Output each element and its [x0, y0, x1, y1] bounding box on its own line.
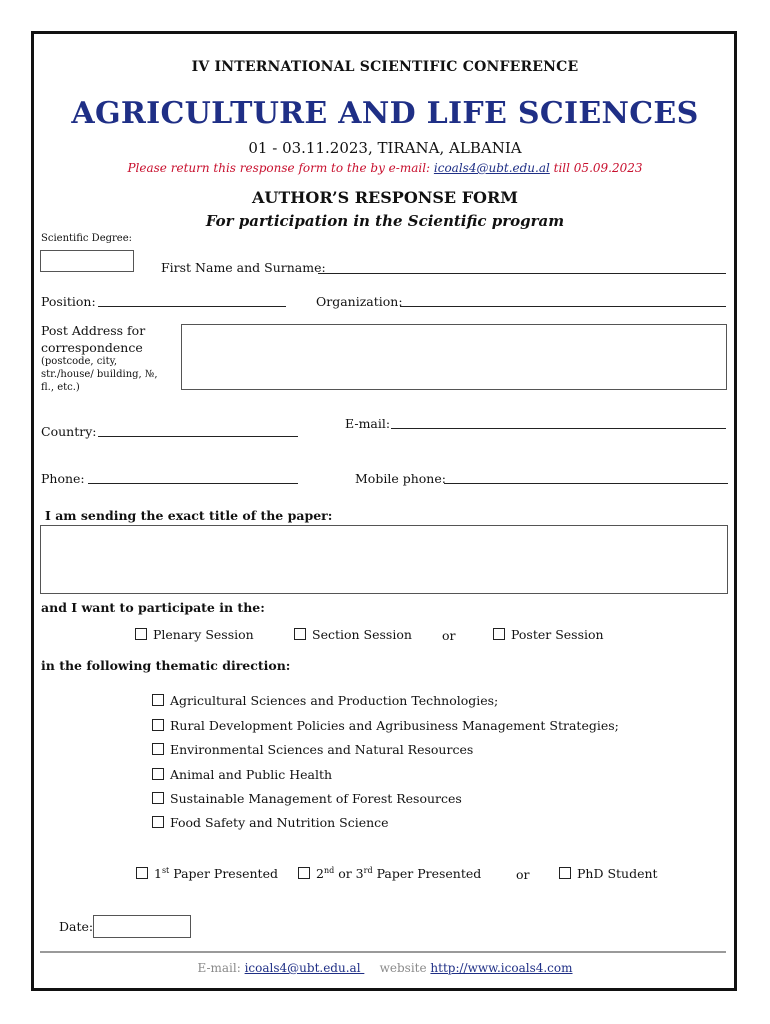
thematic-label: Environmental Sciences and Natural Resources [170, 742, 474, 757]
thematic-checkbox[interactable] [152, 792, 164, 804]
second-paper-suffix: nd [323, 866, 335, 875]
position-label: Position: [41, 294, 96, 309]
thematic-option[interactable] [152, 815, 389, 830]
poster-session-option[interactable] [493, 627, 604, 642]
return-note-deadline: till 05.09.2023 [549, 161, 643, 175]
phd-student-checkbox[interactable] [559, 867, 571, 879]
section-session-option[interactable] [294, 627, 412, 642]
scientific-degree-label: Scientific Degree: [41, 233, 132, 244]
post-address-hint-2: str./house/ building, №, [41, 369, 158, 380]
thematic-label: Rural Development Policies and Agribusiness Management Strategies; [170, 718, 619, 733]
thematic-checkbox[interactable] [152, 694, 164, 706]
email-field[interactable] [391, 428, 726, 429]
thematic-label: Animal and Public Health [170, 767, 333, 782]
plenary-session-label: Plenary Session [153, 627, 254, 642]
section-session-checkbox[interactable] [294, 628, 306, 640]
post-address-label: Post Address for [41, 323, 146, 338]
first-paper-checkbox[interactable] [136, 867, 148, 879]
organization-label: Organization: [316, 294, 403, 309]
participation-or: or [442, 628, 456, 643]
second-paper-checkbox[interactable] [298, 867, 310, 879]
conference-date-place: 01 - 03.11.2023, TIRANA, ALBANIA [248, 139, 522, 157]
third-paper-number: or 3 [334, 866, 364, 882]
return-note-text: Please return this response form to the by e-mail: [127, 161, 434, 175]
post-address-hint-3: fl., etc.) [41, 382, 80, 393]
participation-heading: and I want to participate in the: [41, 600, 265, 615]
thematic-option[interactable] [152, 767, 332, 782]
post-address-field[interactable] [181, 324, 727, 390]
second-paper-number: 2 [316, 866, 324, 882]
thematic-label: Food Safety and Nutrition Science [170, 815, 389, 830]
first-paper-label: Paper Presented [169, 866, 278, 882]
name-field[interactable] [318, 273, 726, 274]
footer [0, 961, 770, 975]
second-paper-label: Paper Presented [372, 866, 482, 882]
return-note [0, 161, 770, 175]
thematic-checkbox[interactable] [152, 719, 164, 731]
thematic-checkbox[interactable] [152, 816, 164, 828]
footer-rule [40, 951, 726, 953]
form-title: AUTHOR’S RESPONSE FORM [251, 188, 518, 207]
third-paper-suffix: rd [363, 866, 373, 875]
thematic-option[interactable] [152, 791, 462, 806]
conference-label: IV INTERNATIONAL SCIENTIFIC CONFERENCE [191, 59, 579, 75]
section-session-label: Section Session [312, 627, 412, 642]
country-label: Country: [41, 424, 97, 439]
second-paper-option[interactable] [298, 866, 481, 881]
poster-session-label: Poster Session [511, 627, 604, 642]
plenary-session-option[interactable] [135, 627, 254, 642]
thematic-label: Agricultural Sciences and Production Technologies; [170, 693, 499, 708]
thematic-option[interactable] [152, 693, 498, 708]
mobile-label: Mobile phone: [355, 471, 446, 486]
phd-student-label: PhD Student [577, 866, 658, 881]
thematic-checkbox[interactable] [152, 743, 164, 755]
paper-options-or: or [516, 867, 530, 882]
post-address-label-2: correspondence [41, 340, 143, 355]
first-paper-number: 1 [154, 866, 162, 882]
thematic-checkbox[interactable] [152, 768, 164, 780]
thematic-option[interactable] [152, 742, 473, 757]
plenary-session-checkbox[interactable] [135, 628, 147, 640]
paper-title-field[interactable] [40, 525, 728, 594]
first-paper-option[interactable] [136, 866, 278, 881]
footer-email-link[interactable]: icoals4@ubt.edu.al [244, 961, 365, 975]
first-paper-suffix: st [161, 866, 170, 875]
poster-session-checkbox[interactable] [493, 628, 505, 640]
footer-website-label: website [379, 961, 431, 975]
organization-field[interactable] [400, 306, 726, 307]
thematic-label: Sustainable Management of Forest Resources [170, 791, 462, 806]
mobile-field[interactable] [444, 483, 728, 484]
form-subtitle: For participation in the Scientific program [205, 212, 565, 230]
footer-email-label: E-mail: [197, 961, 245, 975]
scientific-degree-field[interactable] [40, 250, 134, 272]
country-field[interactable] [98, 436, 298, 437]
footer-website-link[interactable]: http://www.icoals4.com [430, 961, 573, 975]
thematic-heading: in the following thematic direction: [41, 658, 291, 673]
phd-student-option[interactable] [559, 866, 658, 881]
email-label: E-mail: [345, 416, 391, 431]
phone-field[interactable] [88, 483, 298, 484]
position-field[interactable] [98, 306, 286, 307]
paper-title-label: I am sending the exact title of the paper: [45, 508, 333, 523]
return-email-link[interactable]: icoals4@ubt.edu.al [433, 161, 550, 175]
name-label: First Name and Surname: [161, 260, 326, 275]
date-label: Date: [59, 919, 94, 934]
thematic-option[interactable] [152, 718, 619, 733]
conference-title: AGRICULTURE AND LIFE SCIENCES [71, 96, 699, 131]
post-address-hint-1: (postcode, city, [41, 356, 118, 367]
phone-label: Phone: [41, 471, 85, 486]
date-field[interactable] [93, 915, 191, 938]
